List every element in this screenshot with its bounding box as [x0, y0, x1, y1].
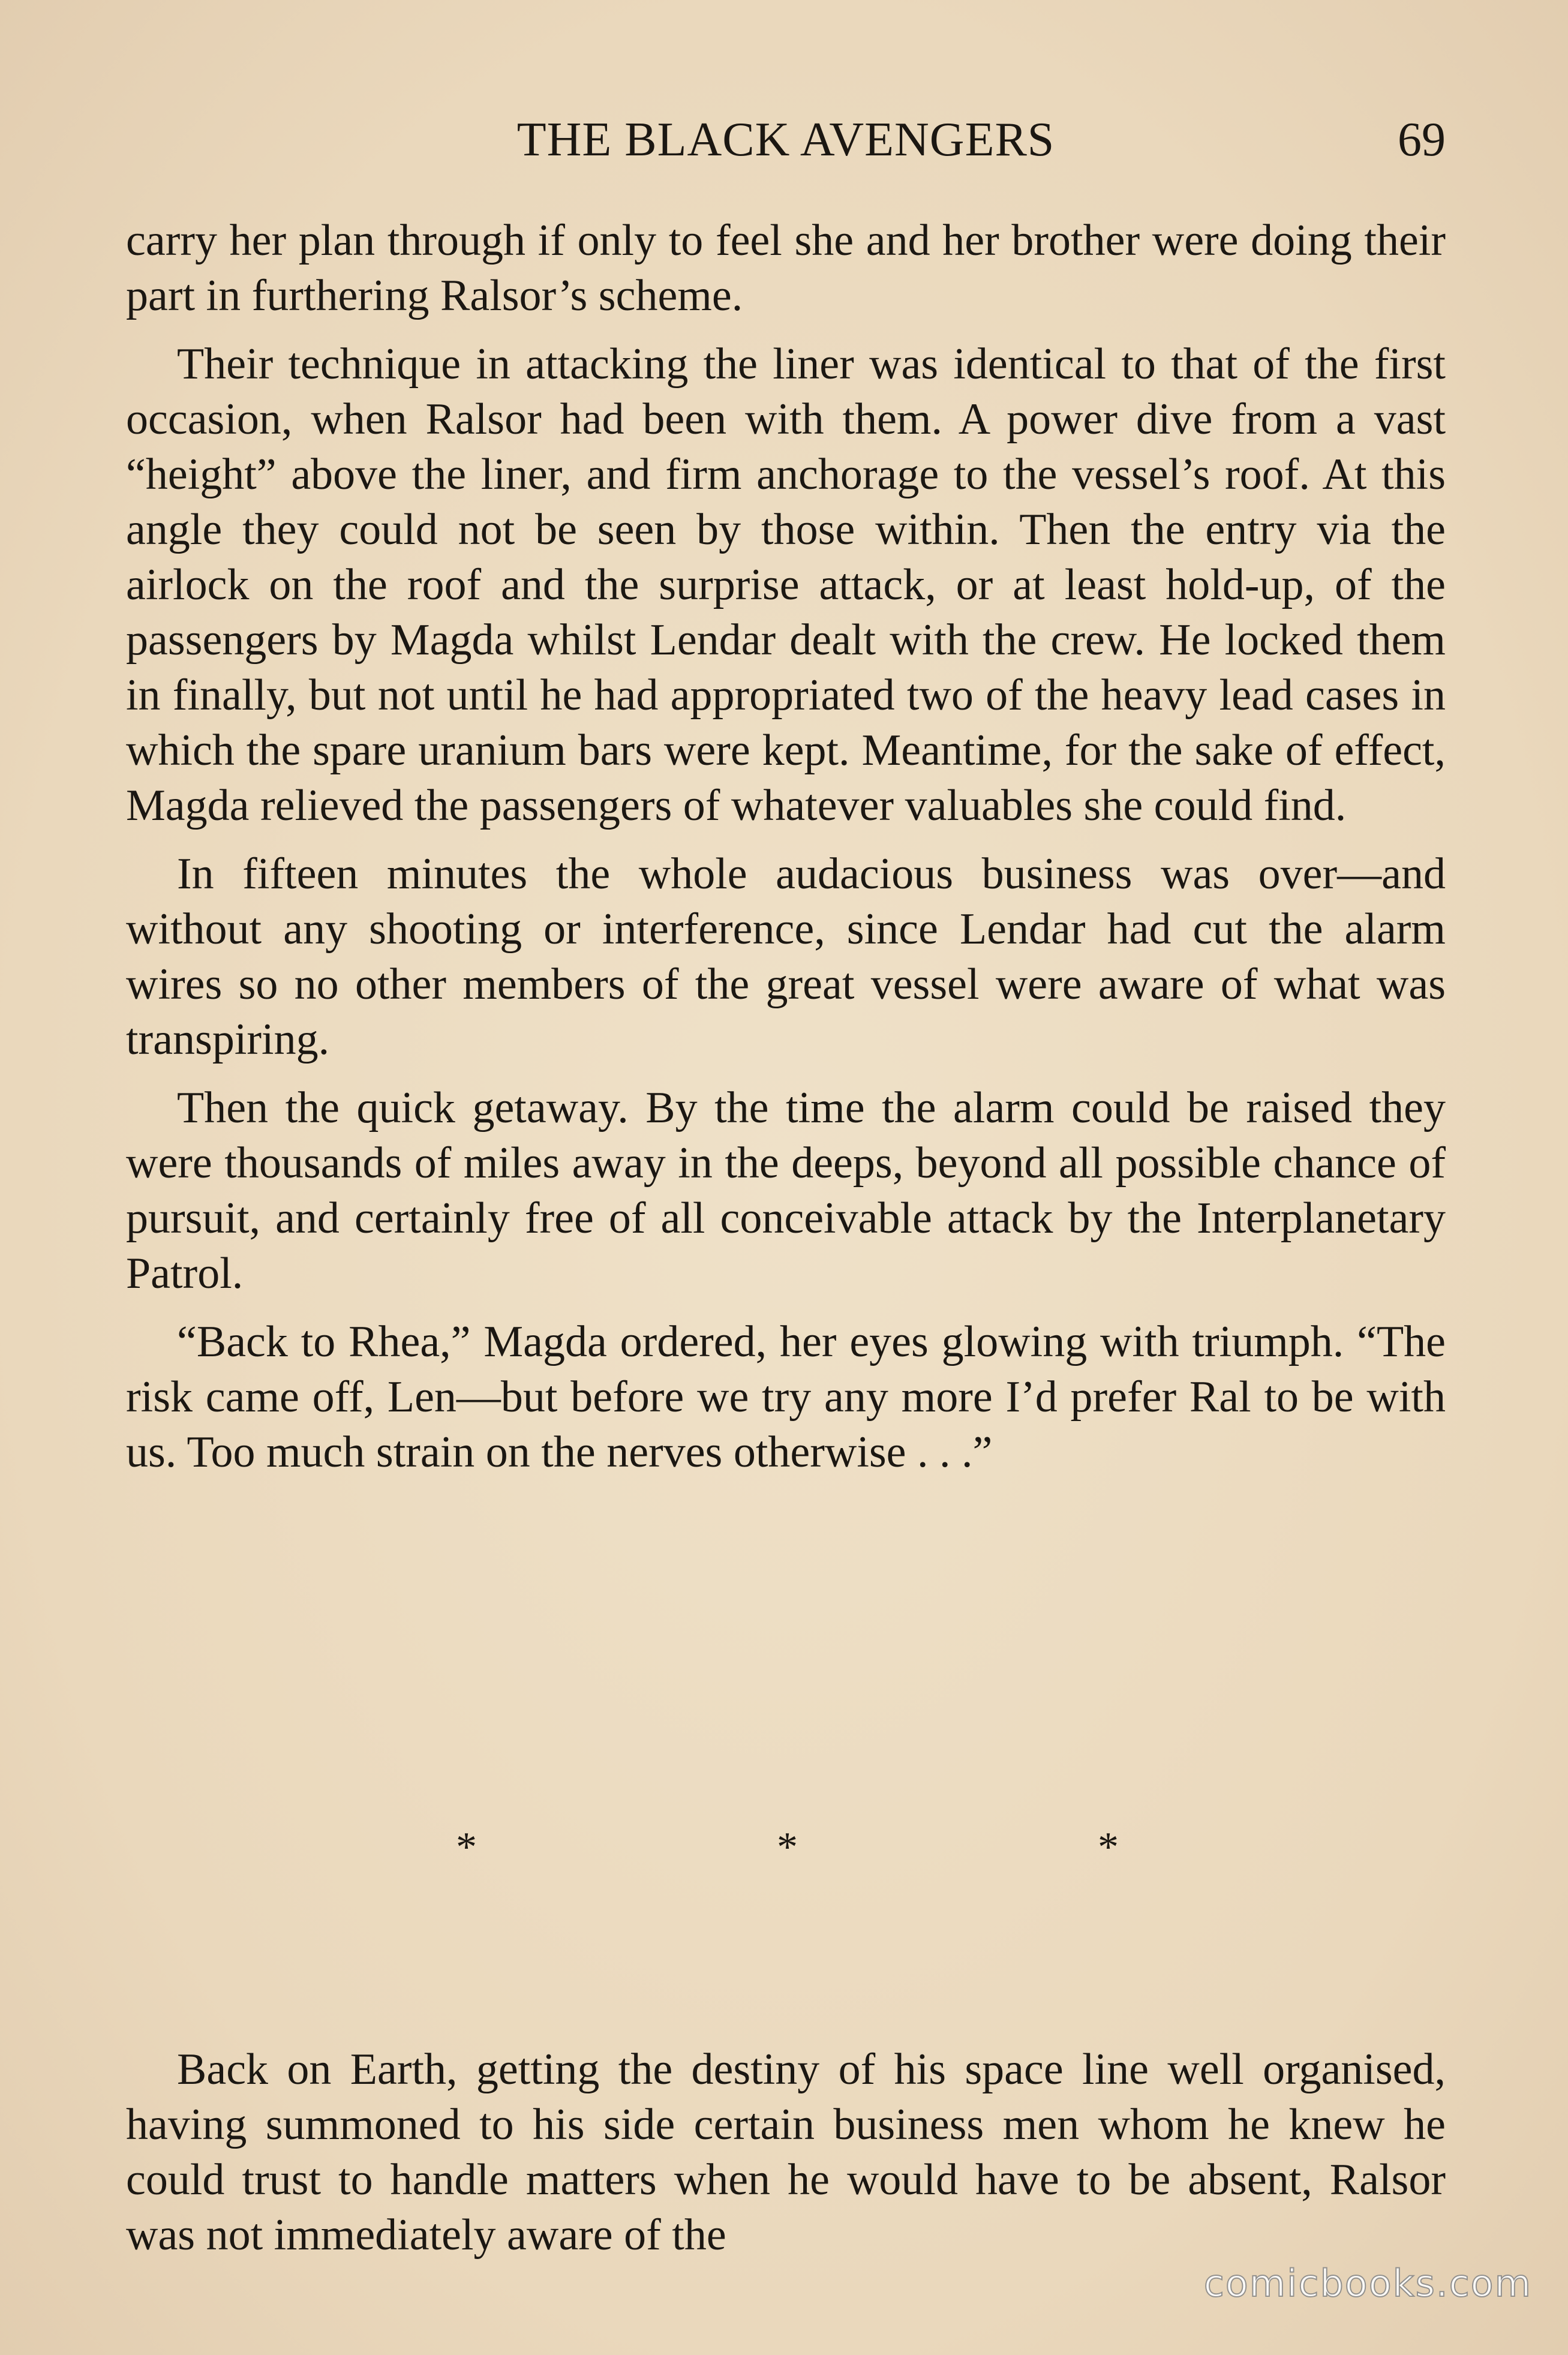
paragraph: Back on Earth, getting the destiny of his space line well organised, having summoned to his side certain business men whom he knew he could trust to handle matters when he would have to be absent, Ralsor was not immediately aware of the [126, 2045, 1446, 2260]
section-break-star: * [1098, 1824, 1119, 1870]
section-break-star: * [456, 1824, 477, 1870]
paragraph: In fifteen minutes the whole audacious business was over—and without any shooting or interference, since Lendar had cut the alarm wires so no other members of the great vessel were aware of what was transpiring. [126, 849, 1446, 1064]
paragraph: carry her plan through if only to feel she and her brother were doing their part in furthering Ralsor’s scheme. [126, 216, 1446, 320]
paragraph: “Back to Rhea,” Magda ordered, her eyes glowing with triumph. “The risk came off, Len—but before we try any more I’d prefer Ral to be with us. Too much strain on the nerves otherwise . . .” [126, 1317, 1446, 1477]
running-head [126, 107, 1446, 173]
section-break [126, 1824, 1446, 1872]
body-text-after-break [126, 2042, 1446, 2276]
section-break-star: * [777, 1824, 798, 1870]
running-title: THE BLACK AVENGERS [516, 113, 1055, 166]
paragraph: Their technique in attacking the liner was identical to that of the first occasion, when Ralsor had been with them. A power dive from a vast “height” above the liner, and firm anchorage to the vessel’s roof. At this angle they could not be seen by those within. Then the entry via the airlock on the roof and the surprise attack, or at least hold-up, of the passengers by Magda whilst Lendar dealt with the crew. He locked them in finally, but not until he had appropriated two of the heavy lead cases in which the spare uranium bars were kept. Meantime, for the sake of effect, Magda relieved the passengers of whatever valuables she could find. [126, 340, 1446, 830]
body-text [126, 213, 1446, 1493]
paragraph: Then the quick getaway. By the time the alarm could be raised they were thousands of miles away in the deeps, beyond all possible chance of pursuit, and certainly free of all conceivable attack by the Interplanetary Patrol. [126, 1083, 1446, 1298]
page-number: 69 [1398, 113, 1446, 166]
watermark: comicbooks.com [1203, 2261, 1532, 2305]
